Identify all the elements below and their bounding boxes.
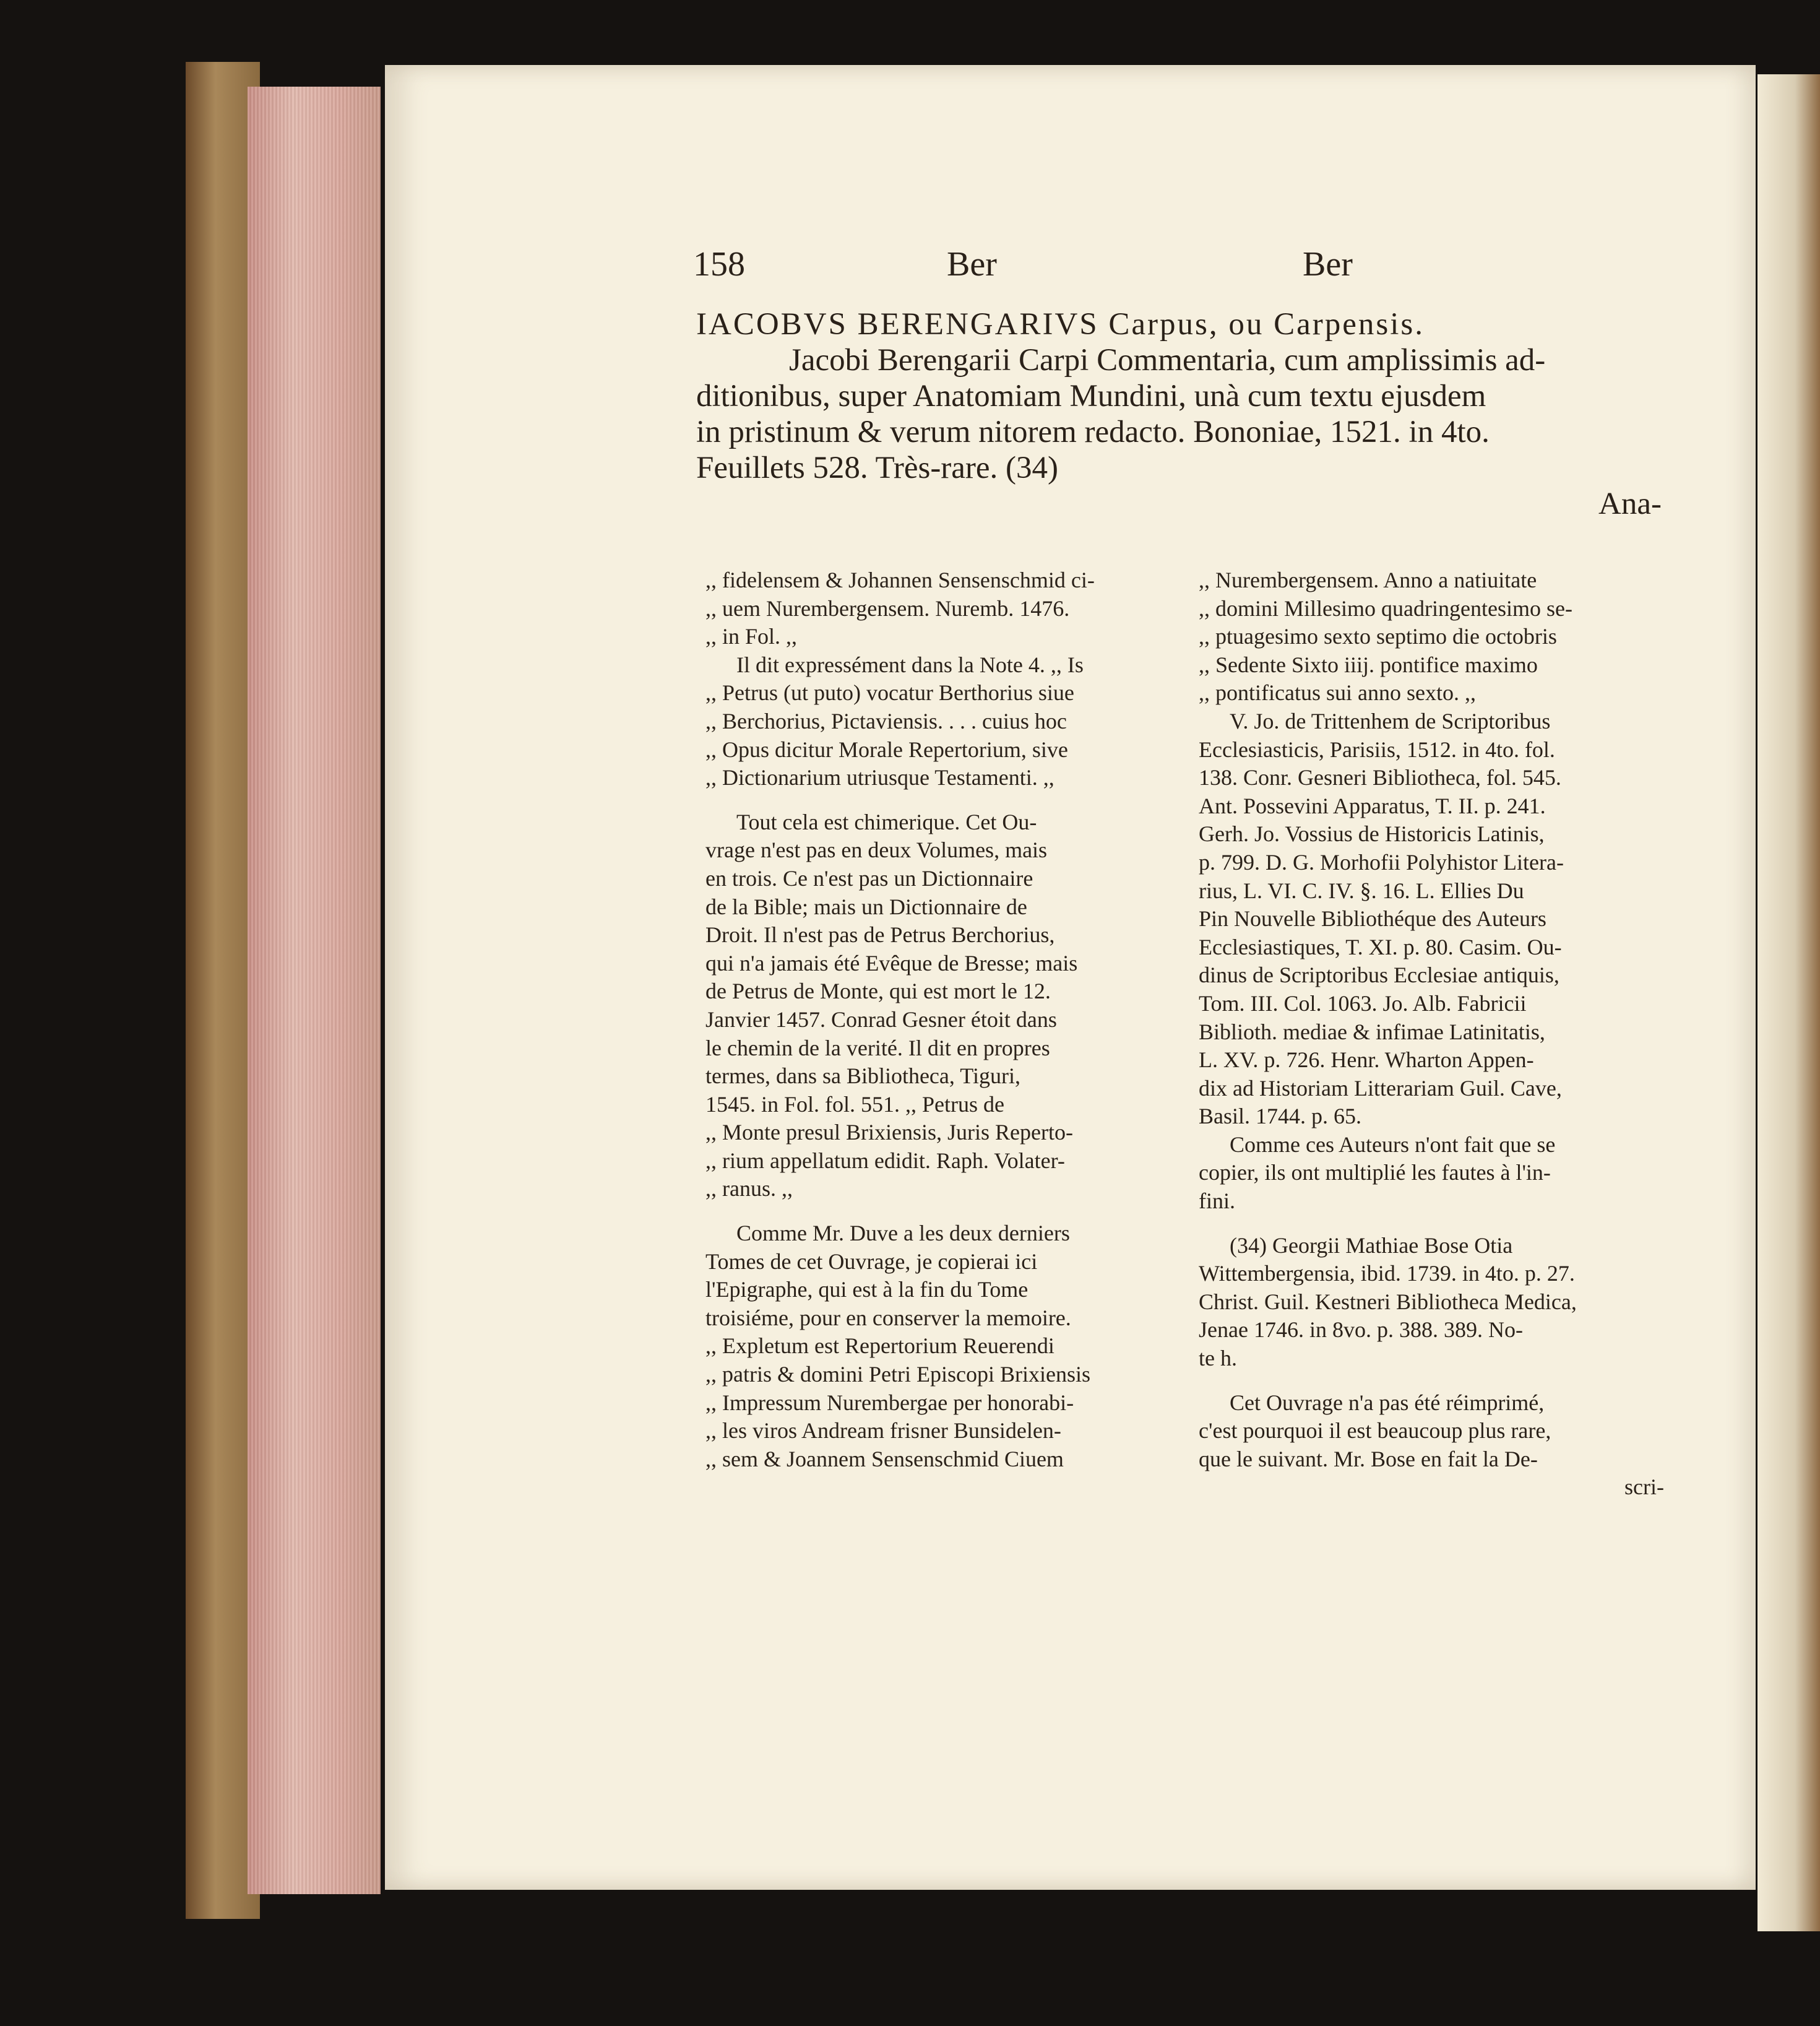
footnote-line: Jenae 1746. in 8vo. p. 388. 389. No- (1199, 1317, 1523, 1343)
footnote-line: te h. (1199, 1346, 1237, 1371)
left-line: ,, Monte presul Brixiensis, Juris Reperto- (705, 1120, 1073, 1145)
right-line: ,, ptuagesimo sexto septimo die octobris (1199, 624, 1557, 649)
right-line: Cet Ouvrage n'a pas été réimprimé, (1230, 1390, 1545, 1415)
entry-desc-line-4: Feuillets 528. Très-rare. (34) (696, 451, 1059, 485)
right-line: Ecclesiasticis, Parisiis, 1512. in 4to. fol. (1199, 737, 1555, 762)
entry-desc-line-3: in pristinum & verum nitorem redacto. Bononiae, 1521. in 4to. (696, 415, 1490, 449)
entry-desc-line-1: Jacobi Berengarii Carpi Commentaria, cum amplissimis ad- (789, 343, 1546, 378)
left-line: ,, Impressum Nurembergae per honorabi- (705, 1390, 1074, 1415)
right-line: L. XV. p. 726. Henr. Wharton Appen- (1199, 1047, 1534, 1073)
running-head-left: Ber (947, 245, 997, 284)
left-line: ,, fidelensem & Johannen Sensenschmid ci- (705, 568, 1095, 592)
right-line: Ecclesiastiques, T. XI. p. 80. Casim. Ou- (1199, 934, 1562, 959)
left-line: vrage n'est pas en deux Volumes, mais (705, 838, 1048, 863)
left-line: l'Epigraphe, qui est à la fin du Tome (705, 1277, 1029, 1302)
left-line: Comme Mr. Duve a les deux derniers (736, 1221, 1070, 1246)
right-catchword: scri- (1624, 1474, 1664, 1500)
left-line: Droit. Il n'est pas de Petrus Berchorius, (705, 922, 1055, 948)
right-line: ,, Nurembergensem. Anno a natiuitate (1199, 568, 1537, 592)
left-line: Janvier 1457. Conrad Gesner étoit dans (705, 1007, 1057, 1032)
left-line: ,, ranus. ,, (705, 1176, 793, 1201)
right-line: Ant. Possevini Apparatus, T. II. p. 241. (1199, 793, 1546, 818)
right-line: Comme ces Auteurs n'ont fait que se (1230, 1132, 1556, 1157)
right-line: Gerh. Jo. Vossius de Historicis Latinis, (1199, 821, 1545, 847)
left-line: 1545. in Fol. fol. 551. ,, Petrus de (705, 1091, 1004, 1117)
left-line: ,, in Fol. ,, (705, 624, 798, 649)
left-line: de la Bible; mais un Dictionnaire de (705, 894, 1027, 919)
page-number: 158 (693, 245, 745, 284)
left-line: Tomes de cet Ouvrage, je copierai ici (705, 1249, 1038, 1274)
left-line: ,, rium appellatum edidit. Raph. Volater- (705, 1148, 1065, 1173)
entry-catchword: Ana- (1598, 487, 1662, 521)
entry-desc-line-2: ditionibus, super Anatomiam Mundini, unà cum textu ejusdem (696, 379, 1486, 413)
left-line: termes, dans sa Bibliotheca, Tiguri, (705, 1063, 1020, 1089)
left-line: ,, sem & Joannem Sensenschmid Ciuem (705, 1446, 1064, 1471)
left-line: ,, Petrus (ut puto) vocatur Berthorius siue (705, 680, 1074, 706)
right-line: que le suivant. Mr. Bose en fait la De- (1199, 1446, 1538, 1471)
right-line: copier, ils ont multiplié les fautes à l'in- (1199, 1160, 1551, 1185)
left-line: ,, patris & domini Petri Episcopi Brixiensis (705, 1362, 1090, 1387)
right-line: V. Jo. de Trittenhem de Scriptoribus (1230, 708, 1551, 734)
left-line: ,, Expletum est Repertorium Reuerendi (705, 1333, 1054, 1359)
right-line: ,, Sedente Sixto iiij. pontifice maximo (1199, 652, 1538, 677)
left-line: ,, les viros Andream frisner Bunsidelen- (705, 1418, 1061, 1444)
right-line: ,, pontificatus sui anno sexto. ,, (1199, 680, 1476, 706)
right-line: ,, domini Millesimo quadringentesimo se- (1199, 595, 1572, 621)
right-line: fini. (1199, 1188, 1235, 1214)
page-fore-edge (248, 87, 381, 1894)
main-entry (696, 306, 1662, 522)
left-line: de Petrus de Monte, qui est mort le 12. (705, 979, 1051, 1004)
right-column (1199, 566, 1664, 1502)
right-line: p. 799. D. G. Morhofii Polyhistor Litera- (1199, 849, 1564, 875)
running-header (693, 245, 1671, 294)
right-line: Tom. III. Col. 1063. Jo. Alb. Fabricii (1199, 990, 1527, 1016)
left-line: en trois. Ce n'est pas un Dictionnaire (705, 865, 1033, 891)
right-line: dinus de Scriptoribus Ecclesiae antiquis, (1199, 963, 1559, 988)
right-line: rius, L. VI. C. IV. §. 16. L. Ellies Du (1199, 878, 1524, 903)
right-line: Pin Nouvelle Bibliothéque des Auteurs (1199, 906, 1546, 932)
entry-title: IACOBVS BERENGARIVS Carpus, ou Carpensis. (696, 307, 1425, 342)
right-line: Basil. 1744. p. 65. (1199, 1104, 1362, 1129)
left-line: troisiéme, pour en conserver la memoire. (705, 1305, 1071, 1330)
right-line: 138. Conr. Gesneri Bibliotheca, fol. 545. (1199, 765, 1561, 790)
left-column (705, 566, 1182, 1473)
right-line: Biblioth. mediae & infimae Latinitatis, (1199, 1019, 1545, 1044)
left-line: le chemin de la verité. Il dit en propres (705, 1035, 1050, 1060)
left-line: Il dit expressément dans la Note 4. ,, Is (736, 652, 1084, 677)
left-line: ,, Dictionarium utriusque Testamenti. ,, (705, 765, 1054, 790)
right-line: c'est pourquoi il est beaucoup plus rare, (1199, 1418, 1551, 1444)
left-line: qui n'a jamais été Evêque de Bresse; mais (705, 950, 1078, 976)
left-line: ,, uem Nurembergensem. Nuremb. 1476. (705, 595, 1070, 621)
footnote-line: (34) Georgii Mathiae Bose Otia (1230, 1232, 1513, 1258)
footnote-line: Wittembergensia, ibid. 1739. in 4to. p. 27. (1199, 1261, 1575, 1286)
left-line: ,, Berchorius, Pictaviensis. . . . cuius hoc (705, 708, 1067, 734)
footnote-line: Christ. Guil. Kestneri Bibliotheca Medica, (1199, 1289, 1577, 1314)
left-line: Tout cela est chimerique. Cet Ou- (736, 809, 1037, 834)
facing-page-edge (1757, 74, 1820, 1931)
right-line: dix ad Historiam Litterariam Guil. Cave, (1199, 1075, 1562, 1101)
left-line: ,, Opus dicitur Morale Repertorium, sive (705, 737, 1068, 762)
running-head-right: Ber (1303, 245, 1353, 284)
